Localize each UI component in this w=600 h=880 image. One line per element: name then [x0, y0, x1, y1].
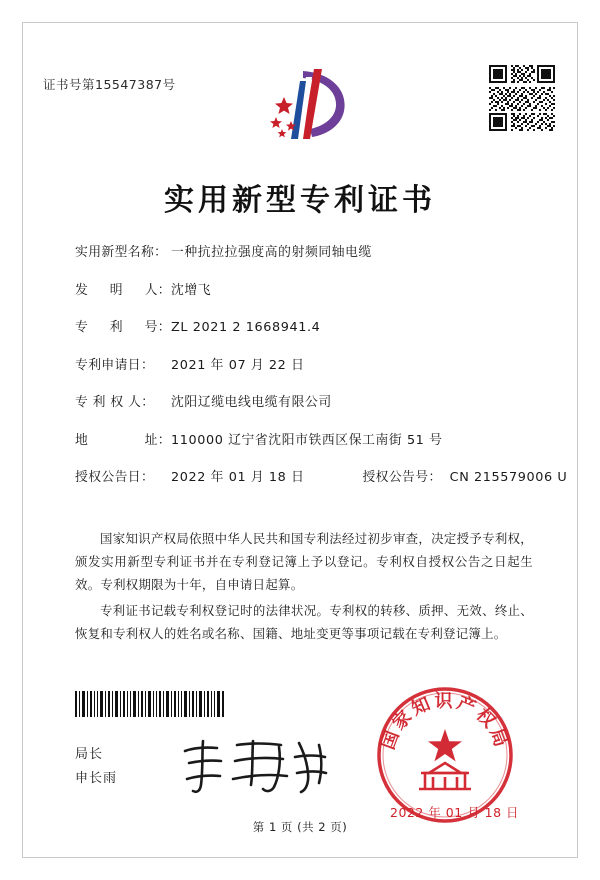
field-label [75, 316, 171, 335]
field-list [75, 241, 568, 504]
handwritten-signature [175, 735, 335, 797]
field-row-grant-announcement [75, 466, 568, 485]
field-label [75, 429, 171, 448]
certificate-number: 证书号第15547387号 [43, 77, 176, 92]
field-label-part: 明 [109, 282, 123, 298]
paragraph-grant: 国家知识产权局依照中华人民共和国专利法经过初步审查，决定授予专利权，颁发实用新型专利证书并在专利登记簿上予以登记。专利权自授权公告之日起生效。专利权期限为十年，自申请日起算。 [75, 531, 533, 592]
svg-text:国家知识产权局: 国家知识产权局 [377, 691, 513, 753]
field-row-utility-model-name [75, 241, 535, 260]
field-value-grant-date: 2022 年 01 月 18 日 [171, 470, 305, 485]
field-label-part: 利 [109, 320, 123, 335]
field-value: 沈增飞 [171, 282, 212, 298]
field-label-part: 地 [75, 432, 89, 448]
legal-text [75, 527, 533, 648]
seal-date: 2022 年 01 月 18 日 [390, 805, 519, 820]
certificate-page [22, 22, 578, 858]
field-label-part: 发 [75, 282, 89, 298]
field-row-address [75, 429, 535, 448]
field-label-part: 专 [75, 320, 89, 335]
field-label-part: 人： [144, 282, 171, 298]
signature-name: 申长雨 [75, 771, 118, 786]
field-value: 一种抗拉拉强度高的射频同轴电缆 [171, 245, 372, 260]
field-label-grant-number: 授权公告号： [362, 470, 442, 485]
field-label [75, 279, 171, 298]
field-value: 110000 辽宁省沈阳市铁西区保工南街 51 号 [171, 432, 443, 448]
field-label-part: 号： [144, 320, 171, 335]
signature-title: 局长 [75, 747, 104, 762]
field-label: 专利申请日： [75, 357, 155, 373]
field-row-inventor [75, 279, 535, 298]
cnipa-logo [248, 63, 358, 143]
barcode [75, 691, 225, 717]
field-label: 实用新型名称： [75, 245, 168, 260]
field-label: 专 利 权 人： [75, 395, 155, 410]
field-row-patentee [75, 391, 535, 410]
field-value: 2021 年 07 月 22 日 [171, 357, 305, 373]
field-value: 沈阳辽缆电线电缆有限公司 [171, 395, 332, 410]
field-row-application-date [75, 354, 535, 373]
field-value: ZL 2021 2 1668941.4 [171, 320, 321, 335]
field-label-grant-date: 授权公告日： [75, 470, 155, 485]
page-footer: 第 1 页 (共 2 页) [252, 820, 348, 834]
field-row-patent-number [75, 316, 535, 335]
page-title: 实用新型专利证书 [164, 183, 436, 218]
field-value-grant-number: CN 215579006 U [449, 470, 568, 485]
field-label-part: 址： [144, 432, 171, 448]
paragraph-register: 专利证书记载专利权登记时的法律状况。专利权的转移、质押、无效、终止、恢复和专利权人的姓名或名称、国籍、地址变更等事项记载在专利登记簿上。 [75, 603, 533, 641]
signature-block [75, 743, 117, 791]
qr-code [489, 65, 555, 131]
